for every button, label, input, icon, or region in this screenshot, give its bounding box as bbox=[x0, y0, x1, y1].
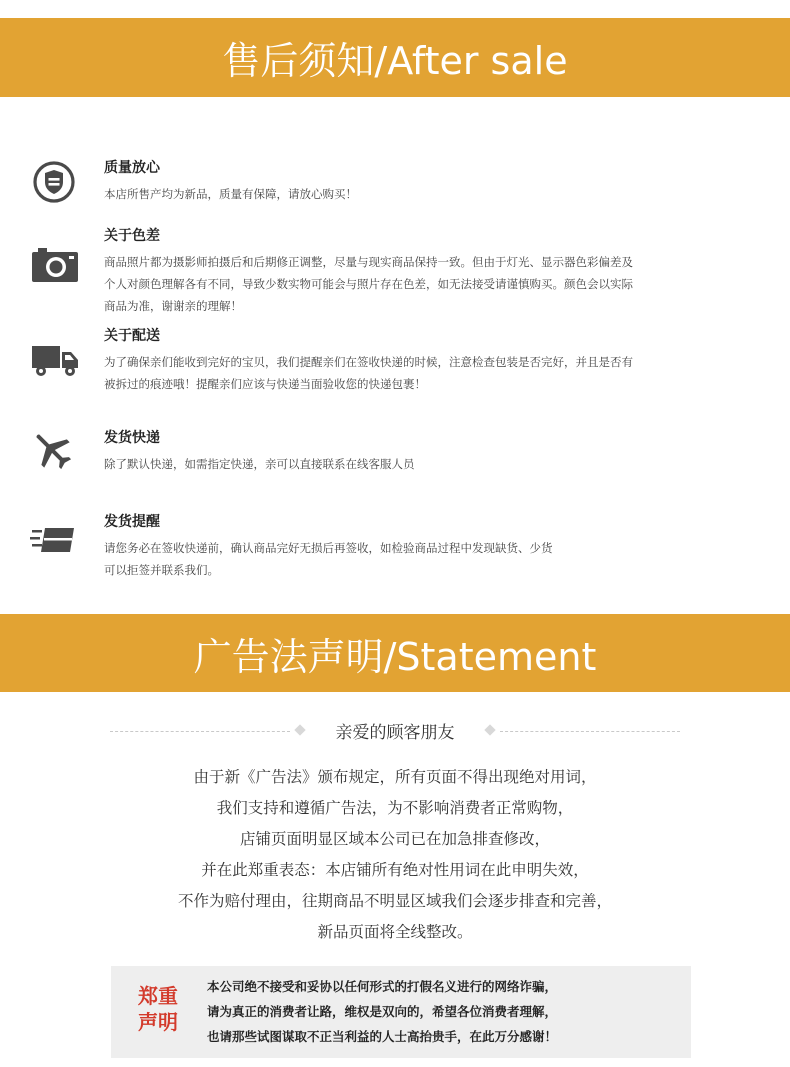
item-desc: 除了默认快递，如需指定快递，亲可以直接联系在线客服人员 bbox=[104, 457, 415, 471]
item-title: 发货提醒 bbox=[104, 514, 160, 530]
item-title: 关于配送 bbox=[104, 328, 160, 344]
item-desc: 商品为准，谢谢亲的理解！ bbox=[104, 299, 242, 313]
after-sale-banner bbox=[0, 18, 790, 97]
delivery-truck-icon bbox=[30, 336, 82, 388]
list-item-shipping bbox=[30, 428, 770, 476]
statement-body bbox=[0, 762, 790, 948]
list-item-delivery bbox=[30, 326, 770, 392]
statement-title: 广告法声明/Statement bbox=[193, 634, 597, 679]
statement-line: 店铺页面明显区域本公司已在加急排查修改， bbox=[239, 830, 550, 848]
divider bbox=[110, 731, 290, 732]
item-desc: 请您务必在签收快递前，确认商品完好无损后再签收，如检验商品过程中发现缺货、少货 bbox=[104, 541, 553, 555]
item-title: 发货快递 bbox=[104, 430, 160, 446]
shield-icon bbox=[30, 158, 82, 210]
item-desc: 可以拒签并联系我们。 bbox=[104, 563, 219, 577]
statement-line: 新品页面将全线整改。 bbox=[317, 923, 473, 941]
divider bbox=[500, 731, 680, 732]
item-desc: 本店所售产均为新品，质量有保障，请放心购买！ bbox=[104, 187, 357, 201]
statement-line: 不作为赔付理由，往期商品不明显区域我们会逐步排查和完善， bbox=[177, 892, 612, 910]
diamond-icon bbox=[484, 724, 495, 735]
fast-shipping-icon bbox=[30, 520, 82, 572]
statement-banner bbox=[0, 614, 790, 692]
item-desc: 商品照片都为摄影师拍摄后和后期修正调整，尽量与现实商品保持一致。但由于灯光、显示器色彩偏差及 bbox=[104, 255, 633, 269]
after-sale-title: 售后须知/After sale bbox=[222, 39, 568, 83]
notice-line: 也请那些试图谋取不正当利益的人士高抬贵手，在此万分感谢！ bbox=[207, 1029, 558, 1044]
item-title: 质量放心 bbox=[104, 160, 160, 176]
notice-line: 请为真正的消费者让路，维权是双向的，希望各位消费者理解， bbox=[207, 1004, 558, 1019]
item-title: 关于色差 bbox=[104, 228, 160, 244]
list-item-color-difference bbox=[30, 226, 770, 311]
greeting-text: 亲爱的顾客朋友 bbox=[335, 723, 455, 743]
item-desc: 为了确保亲们能收到完好的宝贝，我们提醒亲们在签收快递的时候，注意检查包装是否完好，并且是否有 bbox=[104, 355, 633, 369]
statement-line: 我们支持和遵循广告法，为不影响消费者正常购物， bbox=[216, 799, 574, 817]
statement-line: 并在此郑重表态：本店铺所有绝对性用词在此申明失效， bbox=[201, 861, 589, 879]
list-item-quality bbox=[30, 158, 770, 218]
notice-badge-line: 郑重 bbox=[138, 984, 178, 1008]
notice-badge-line: 声明 bbox=[138, 1010, 178, 1034]
list-item-reminder bbox=[30, 512, 770, 582]
item-desc: 个人对颜色理解各有不同，导致少数实物可能会与照片存在色差，如无法接受请谨慎购买。颜色会以实际 bbox=[104, 277, 633, 291]
greeting-row bbox=[110, 718, 680, 744]
notice-line: 本公司绝不接受和妥协以任何形式的打假名义进行的网络诈骗， bbox=[207, 979, 558, 994]
airplane-icon bbox=[30, 428, 82, 480]
solemn-notice-box bbox=[111, 966, 691, 1058]
camera-icon bbox=[30, 240, 82, 292]
diamond-icon bbox=[294, 724, 305, 735]
notice-text bbox=[207, 974, 687, 1049]
notice-badge bbox=[129, 983, 187, 1035]
item-desc: 被拆过的痕迹哦！提醒亲们应该与快递当面验收您的快递包裹！ bbox=[104, 377, 426, 391]
statement-line: 由于新《广告法》颁布规定，所有页面不得出现绝对用词， bbox=[193, 768, 597, 786]
